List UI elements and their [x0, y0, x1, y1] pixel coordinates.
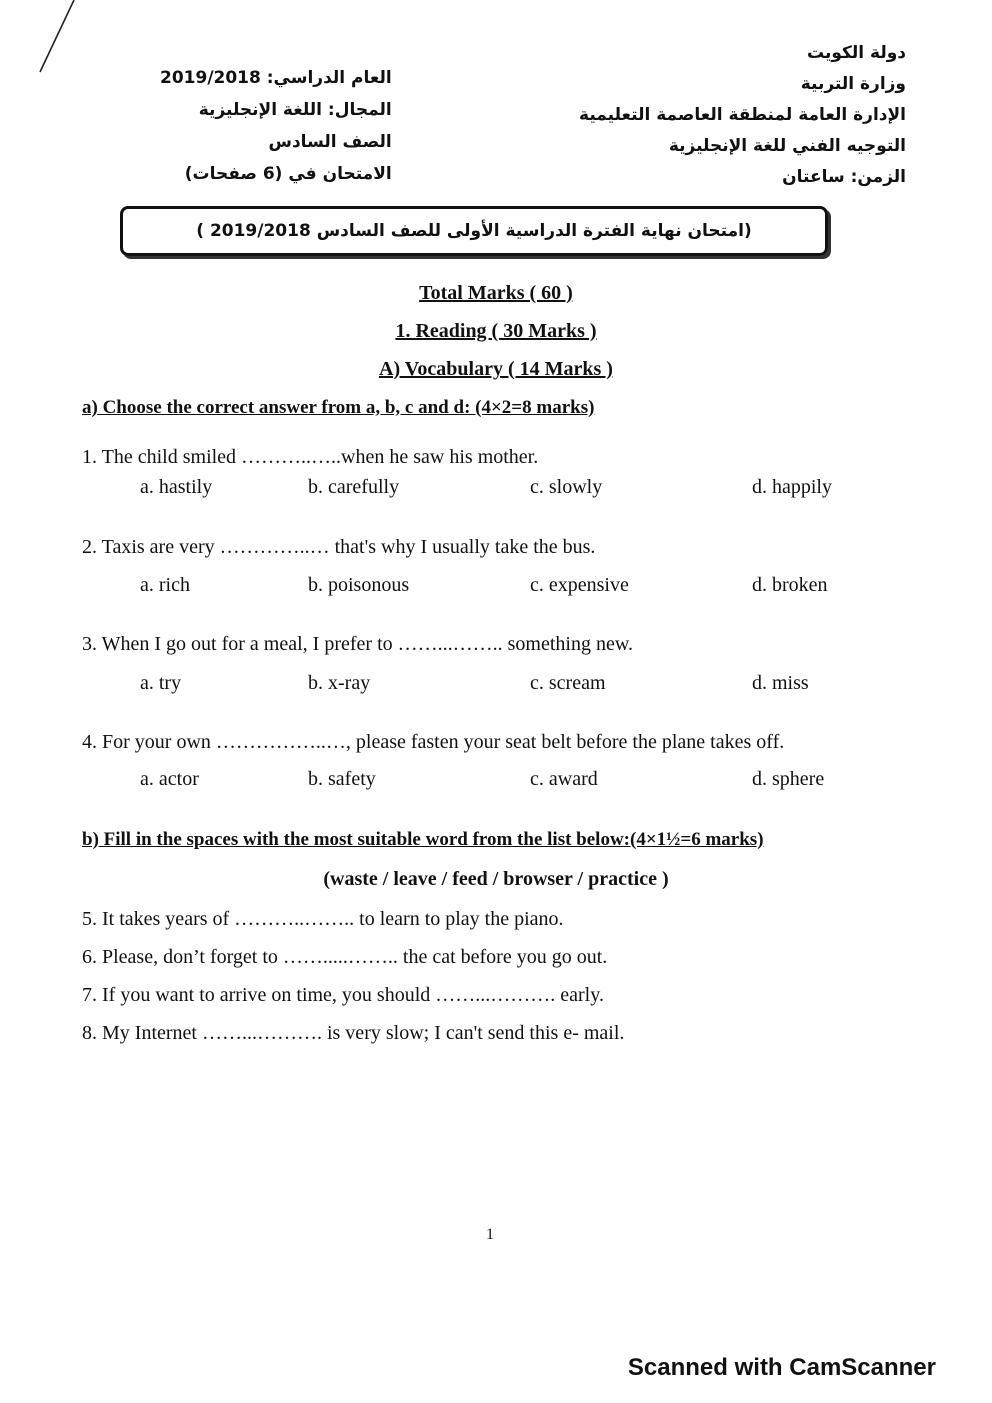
q4-option-b: b. safety — [308, 768, 376, 790]
exam-title: (امتحان نهاية الفترة الدراسية الأولى للصف السادس 2019/2018 ) — [196, 221, 752, 241]
reading-title: 1. Reading ( 30 Marks ) — [395, 320, 597, 342]
total-marks: Total Marks ( 60 ) — [419, 282, 573, 304]
section-b-instruction: b) Fill in the spaces with the most suitable word from the list below:(4×1½=6 marks) — [82, 829, 764, 850]
vocabulary-heading — [0, 358, 992, 381]
camscanner-watermark: Scanned with CamScanner — [627, 1354, 936, 1381]
header-right-line-1: دولة الكويت — [806, 43, 906, 63]
q3-option-a: a. try — [140, 672, 182, 694]
vocabulary-title: A) Vocabulary ( 14 Marks ) — [379, 358, 613, 380]
q1-option-a: a. hastily — [140, 476, 213, 498]
exam-title-box — [120, 206, 828, 256]
q3-option-d: d. miss — [752, 672, 809, 694]
header-left-line-2: المجال: اللغة الإنجليزية — [198, 100, 392, 120]
fill-sentence-8: 8. My Internet ……...………. is very slow; I can't send this e- mail. — [82, 1022, 625, 1044]
q2-option-b: b. poisonous — [308, 574, 410, 596]
fill-sentence-7: 7. If you want to arrive on time, you should ……...………. early. — [82, 984, 604, 1006]
total-marks-heading — [0, 282, 992, 305]
word-list: (waste / leave / feed / browser / practice ) — [323, 868, 669, 890]
fill-sentence-6: 6. Please, don’t forget to …….....…….. the cat before you go out. — [82, 946, 608, 968]
section-a-instruction: a) Choose the correct answer from a, b, c and d: (4×2=8 marks) — [82, 397, 595, 418]
header-left-line-4: الامتحان في (6 صفحات) — [184, 164, 392, 184]
question-2: 2. Taxis are very …………..… that's why I usually take the bus. — [82, 536, 596, 558]
header-right-line-3: الإدارة العامة لمنطقة العاصمة التعليمية — [579, 105, 906, 125]
reading-heading — [0, 320, 992, 343]
q1-option-d: d. happily — [752, 476, 832, 498]
header-right — [579, 38, 906, 193]
header-left — [160, 62, 392, 190]
q2-option-d: d. broken — [752, 574, 828, 596]
header-right-line-5: الزمن: ساعتان — [782, 167, 906, 187]
question-4: 4. For your own ……………..…, please fasten your seat belt before the plane takes off. — [82, 731, 785, 753]
q4-option-a: a. actor — [140, 768, 199, 790]
q2-option-a: a. rich — [140, 574, 190, 596]
q3-option-b: b. x-ray — [308, 672, 371, 694]
header-right-line-4: التوجيه الفني للغة الإنجليزية — [668, 136, 906, 156]
header-left-line-1: العام الدراسي: 2019/2018 — [160, 68, 392, 88]
q4-option-c: c. award — [530, 768, 598, 790]
q1-option-b: b. carefully — [308, 476, 400, 498]
q1-option-c: c. slowly — [530, 476, 603, 498]
header-right-line-2: وزارة التربية — [800, 74, 906, 94]
q3-option-c: c. scream — [530, 672, 606, 694]
question-1: 1. The child smiled ………..…..when he saw his mother. — [82, 446, 539, 468]
q4-option-d: d. sphere — [752, 768, 825, 790]
fill-sentence-5: 5. It takes years of ………..…….. to learn to play the piano. — [82, 908, 564, 930]
scan-edge-mark — [38, 0, 78, 74]
page-number: 1 — [486, 1226, 494, 1243]
header-left-line-3: الصف السادس — [268, 132, 392, 152]
q2-option-c: c. expensive — [530, 574, 629, 596]
question-3: 3. When I go out for a meal, I prefer to ……...…….. something new. — [82, 633, 633, 655]
